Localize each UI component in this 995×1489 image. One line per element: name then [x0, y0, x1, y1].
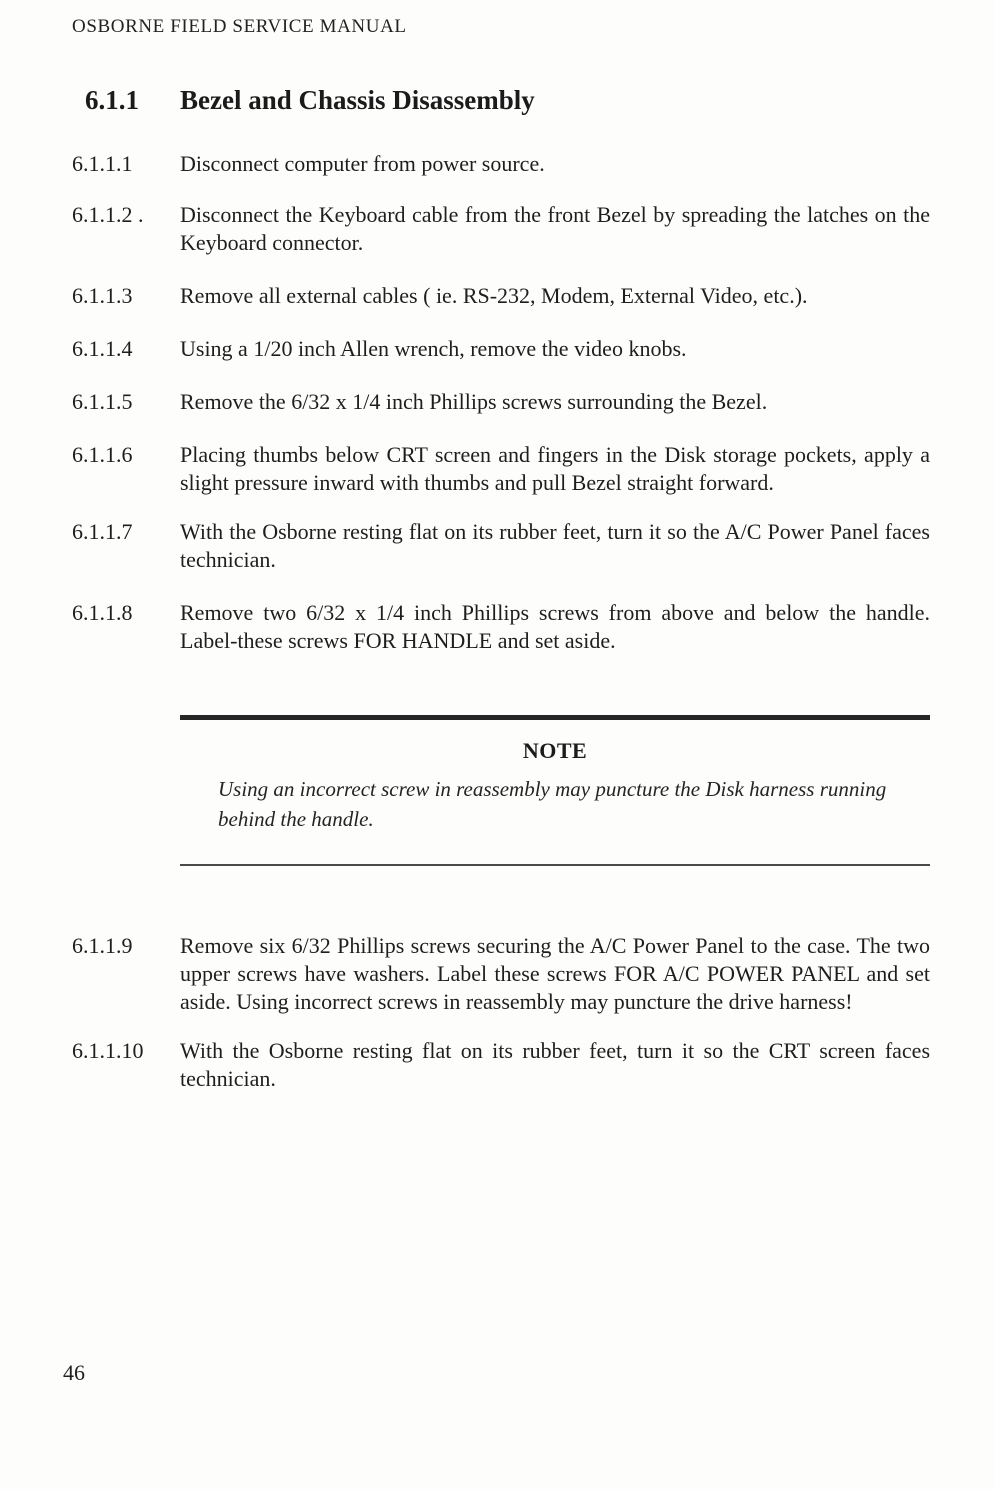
step-number: 6.1.1.4: [72, 336, 133, 361]
note-block: [180, 715, 930, 866]
step-row: [0, 1037, 995, 1093]
step-text: Remove two 6/32 x 1/4 inch Phillips screws from above and below the handle. Label-these screws FOR HANDLE and set aside.: [180, 600, 930, 653]
step-number: 6.1.1.8: [72, 600, 133, 625]
step-row: [0, 282, 995, 310]
step-text: Placing thumbs below CRT screen and fingers in the Disk storage pockets, apply a slight pressure inward with thumbs and pull Bezel straight forward.: [180, 442, 930, 495]
step-row: [0, 201, 995, 257]
step-text: With the Osborne resting flat on its rubber feet, turn it so the A/C Power Panel faces technician.: [180, 519, 930, 572]
step-text: Remove all external cables ( ie. RS-232, Modem, External Video, etc.).: [180, 283, 808, 308]
note-rule-bottom: [180, 864, 930, 866]
step-row: [0, 518, 995, 574]
section-title: Bezel and Chassis Disassembly: [180, 85, 535, 115]
section-heading: [85, 84, 535, 116]
step-number: 6.1.1.9: [72, 933, 133, 958]
note-rule-top: [180, 715, 930, 720]
note-label: NOTE: [522, 738, 588, 763]
step-text: Disconnect computer from power source.: [180, 151, 545, 176]
step-text: Remove six 6/32 Phillips screws securing the A/C Power Panel to the case. The two upper screws have washers. Label these screws FOR A/C POWER PANEL and set aside. Using incorrect screws in reassembly may puncture the drive harness!: [180, 933, 930, 1014]
manual-header: OSBORNE FIELD SERVICE MANUAL: [72, 16, 407, 37]
note-text: Using an incorrect screw in reassembly may puncture the Disk harness running behind the handle.: [218, 777, 887, 831]
step-text: Using a 1/20 inch Allen wrench, remove the video knobs.: [180, 336, 687, 361]
step-row: [0, 932, 995, 1016]
step-row: [0, 335, 995, 363]
step-text: Remove the 6/32 x 1/4 inch Phillips screws surrounding the Bezel.: [180, 389, 768, 414]
step-row: [0, 599, 995, 655]
step-number: 6.1.1.3: [72, 283, 133, 308]
page-number: 46: [63, 1360, 85, 1385]
step-number: 6.1.1.1: [72, 151, 133, 176]
step-number: 6.1.1.10: [72, 1038, 144, 1063]
step-row: [0, 388, 995, 416]
step-row: [0, 441, 995, 497]
step-number: 6.1.1.7: [72, 519, 133, 544]
step-number: 6.1.1.6: [72, 442, 133, 467]
step-text: Disconnect the Keyboard cable from the front Bezel by spreading the latches on the Keyboard connector.: [180, 202, 930, 255]
step-text: With the Osborne resting flat on its rubber feet, turn it so the CRT screen faces technician.: [180, 1038, 930, 1091]
step-number: 6.1.1.2 .: [72, 202, 144, 227]
step-number: 6.1.1.5: [72, 389, 133, 414]
section-body: [0, 150, 995, 1118]
section-number: 6.1.1: [85, 85, 139, 115]
step-row: [0, 150, 995, 178]
